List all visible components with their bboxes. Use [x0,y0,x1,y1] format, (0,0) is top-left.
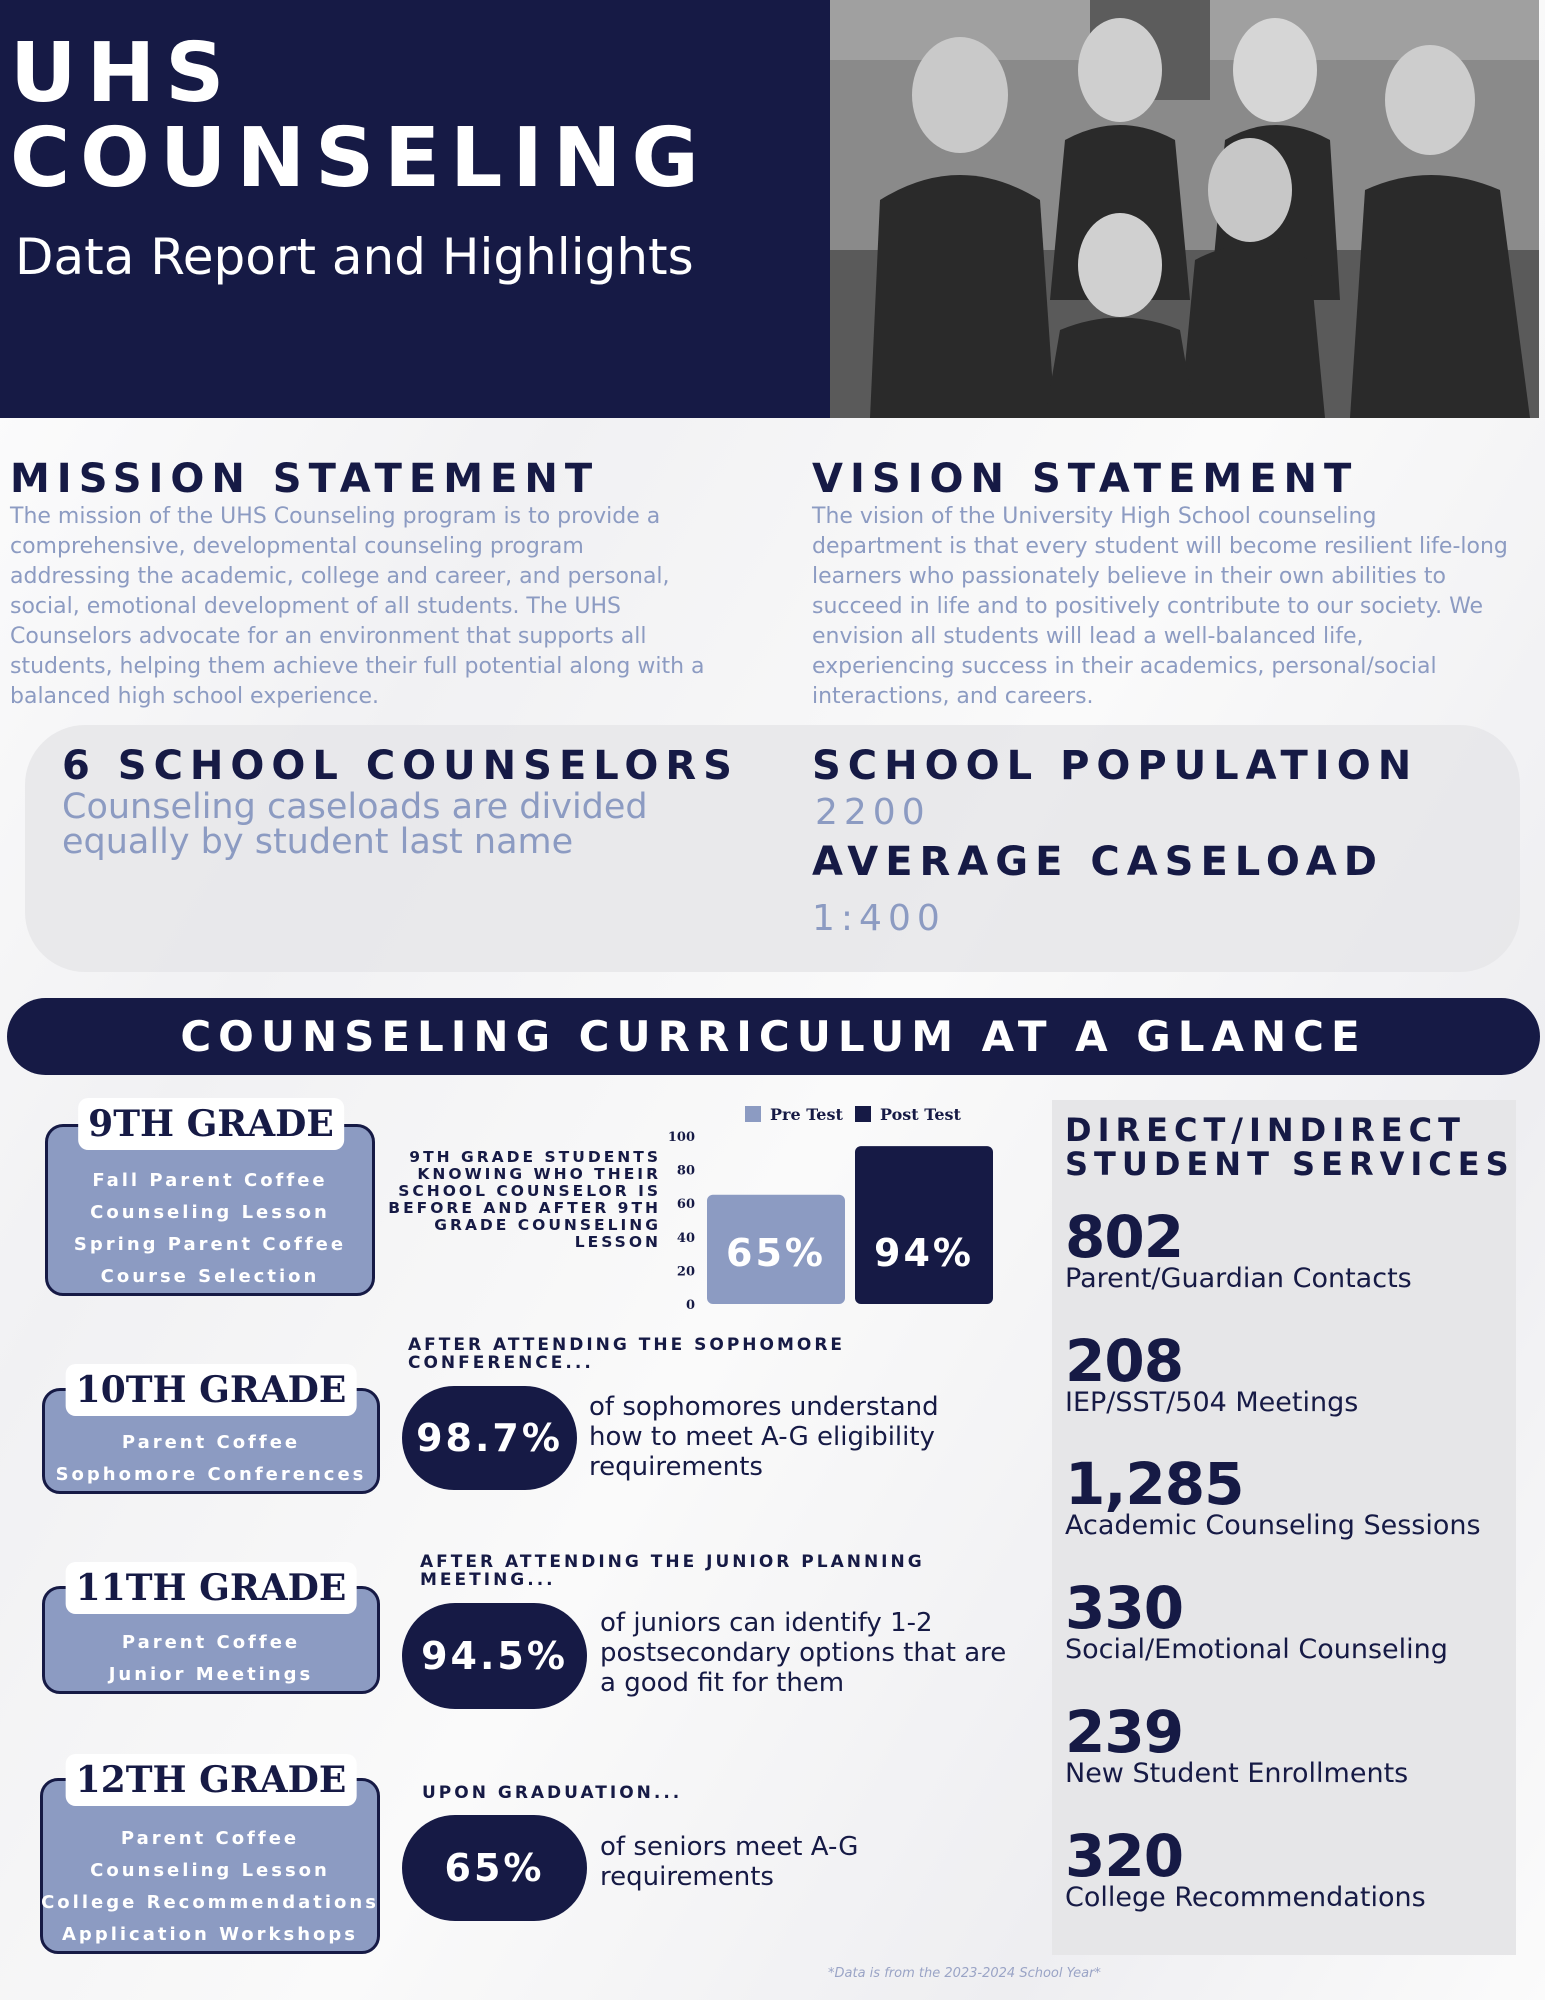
legend-swatch-post [855,1106,871,1122]
junior-percent-pill: 94.5% [402,1603,587,1709]
curriculum-title: COUNSELING CURRICULUM AT A GLANCE [180,1012,1367,1061]
senior-text: of seniors meet A-G requirements [600,1832,859,1892]
grade-label-10th: 10TH GRADE [66,1364,357,1416]
chart-legend [745,1105,962,1124]
caseload-value: 1:400 [812,898,946,939]
grade-item: Parent Coffee [121,1432,301,1453]
y-tick-label: 60 [676,1197,695,1213]
page-title-line2: COUNSELING [10,111,709,206]
page-subtitle: Data Report and Highlights [15,228,694,286]
service-value: 802 [1065,1203,1184,1271]
chart-yticks [668,1130,695,1310]
bar-post-test [855,1146,993,1304]
vision-heading: VISION STATEMENT [812,456,1359,502]
services-heading-line1: DIRECT/INDIRECT [1065,1111,1466,1149]
footnote: *Data is from the 2023-2024 School Year* [828,1966,1101,1981]
service-value: 208 [1065,1327,1184,1395]
pre-post-bar-chart [660,1100,1005,1310]
chart-bars [707,1146,993,1304]
mission-heading: MISSION STATEMENT [10,456,600,502]
services-heading-line2: STUDENT SERVICES [1065,1145,1515,1183]
population-heading: SCHOOL POPULATION [812,743,1419,789]
counselors-heading: 6 SCHOOL COUNSELORS [62,743,739,789]
y-tick-label: 80 [676,1163,695,1179]
service-value: 1,285 [1065,1450,1244,1518]
service-value: 239 [1065,1698,1184,1766]
services-heading [1065,1113,1525,1181]
vision-text: The vision of the University High School counseling department is that every student will become resilient life-long learners who passionately believe in their own abilities to succeed in life and to positively contribute to our society. We envision all students will lead a well-balanced life, experiencing success in their academics, personal/social interactions, and careers. [812,504,1508,709]
bar-label-post-test: 94% [874,1231,974,1275]
legend-swatch-pre [745,1106,761,1122]
y-tick-label: 0 [685,1298,695,1310]
senior-percent-pill: 65% [402,1815,587,1921]
y-tick-label: 100 [667,1130,695,1145]
mission-text: The mission of the UHS Counseling program is to provide a comprehensive, developmental counseling program addressing the academic, college and career, and personal, social, emotional development of all students. The UHS Counselors advocate for an environment that supports all students, helping them achieve their full potential along with a balanced high school experience. [10,504,705,709]
grade-item: Course Selection [100,1266,320,1287]
sophomore-text: of sophomores understand how to meet A-G eligibility requirements [589,1392,939,1482]
grade-item: Sophomore Conferences [55,1464,367,1485]
grade-label-9th: 9TH GRADE [78,1098,344,1150]
y-tick-label: 40 [676,1230,695,1246]
service-label: New Student Enrollments [1065,1758,1409,1789]
bar-label-pre-test: 65% [726,1231,826,1275]
legend-label-post: Post Test [880,1105,961,1124]
sophomore-percent-pill: 98.7% [402,1386,577,1490]
grade-item: Junior Meetings [108,1664,314,1685]
chart-caption: 9TH GRADE STUDENTS KNOWING WHO THEIR SCHOOL COUNSELOR IS BEFORE AND AFTER 9TH GRADE COUNSELING LESSON [388,1148,661,1251]
service-label: Parent/Guardian Contacts [1065,1263,1412,1294]
service-label: IEP/SST/504 Meetings [1065,1387,1359,1418]
counselors-text: Counseling caseloads are divided equally by student last name [62,787,648,862]
grade-label-11th: 11TH GRADE [66,1562,357,1614]
sophomore-caption: AFTER ATTENDING THE SOPHOMORE CONFERENCE... [408,1335,846,1373]
grade-item: Counseling Lesson [90,1202,330,1223]
grade-item: Counseling Lesson [90,1860,330,1881]
grade-item: Parent Coffee [121,1632,301,1653]
service-value: 320 [1065,1822,1184,1890]
service-label: College Recommendations [1065,1882,1426,1913]
population-value: 2200 [815,792,931,833]
grade-item: College Recommendations [41,1892,379,1913]
junior-text: of juniors can identify 1-2 postsecondary options that are a good fit for them [600,1608,1007,1698]
legend-label-pre: Pre Test [770,1105,843,1124]
grade-item: Fall Parent Coffee [92,1170,328,1191]
grade-item: Parent Coffee [120,1828,300,1849]
caseload-heading: AVERAGE CASELOAD [812,839,1384,885]
service-label: Academic Counseling Sessions [1065,1510,1481,1541]
team-photo [830,0,1539,418]
grade-label-12th: 12TH GRADE [66,1754,357,1806]
team-photo-illustration [830,0,1539,418]
grade-item: Application Workshops [62,1924,358,1945]
service-label: Social/Emotional Counseling [1065,1634,1448,1665]
curriculum-banner [7,998,1540,1075]
senior-caption: UPON GRADUATION... [422,1783,683,1803]
service-value: 330 [1065,1574,1184,1642]
grade-item: Spring Parent Coffee [73,1234,347,1255]
y-tick-label: 20 [676,1264,695,1280]
junior-caption: AFTER ATTENDING THE JUNIOR PLANNING MEETING... [420,1552,925,1590]
page-title-line1: UHS [10,26,235,121]
